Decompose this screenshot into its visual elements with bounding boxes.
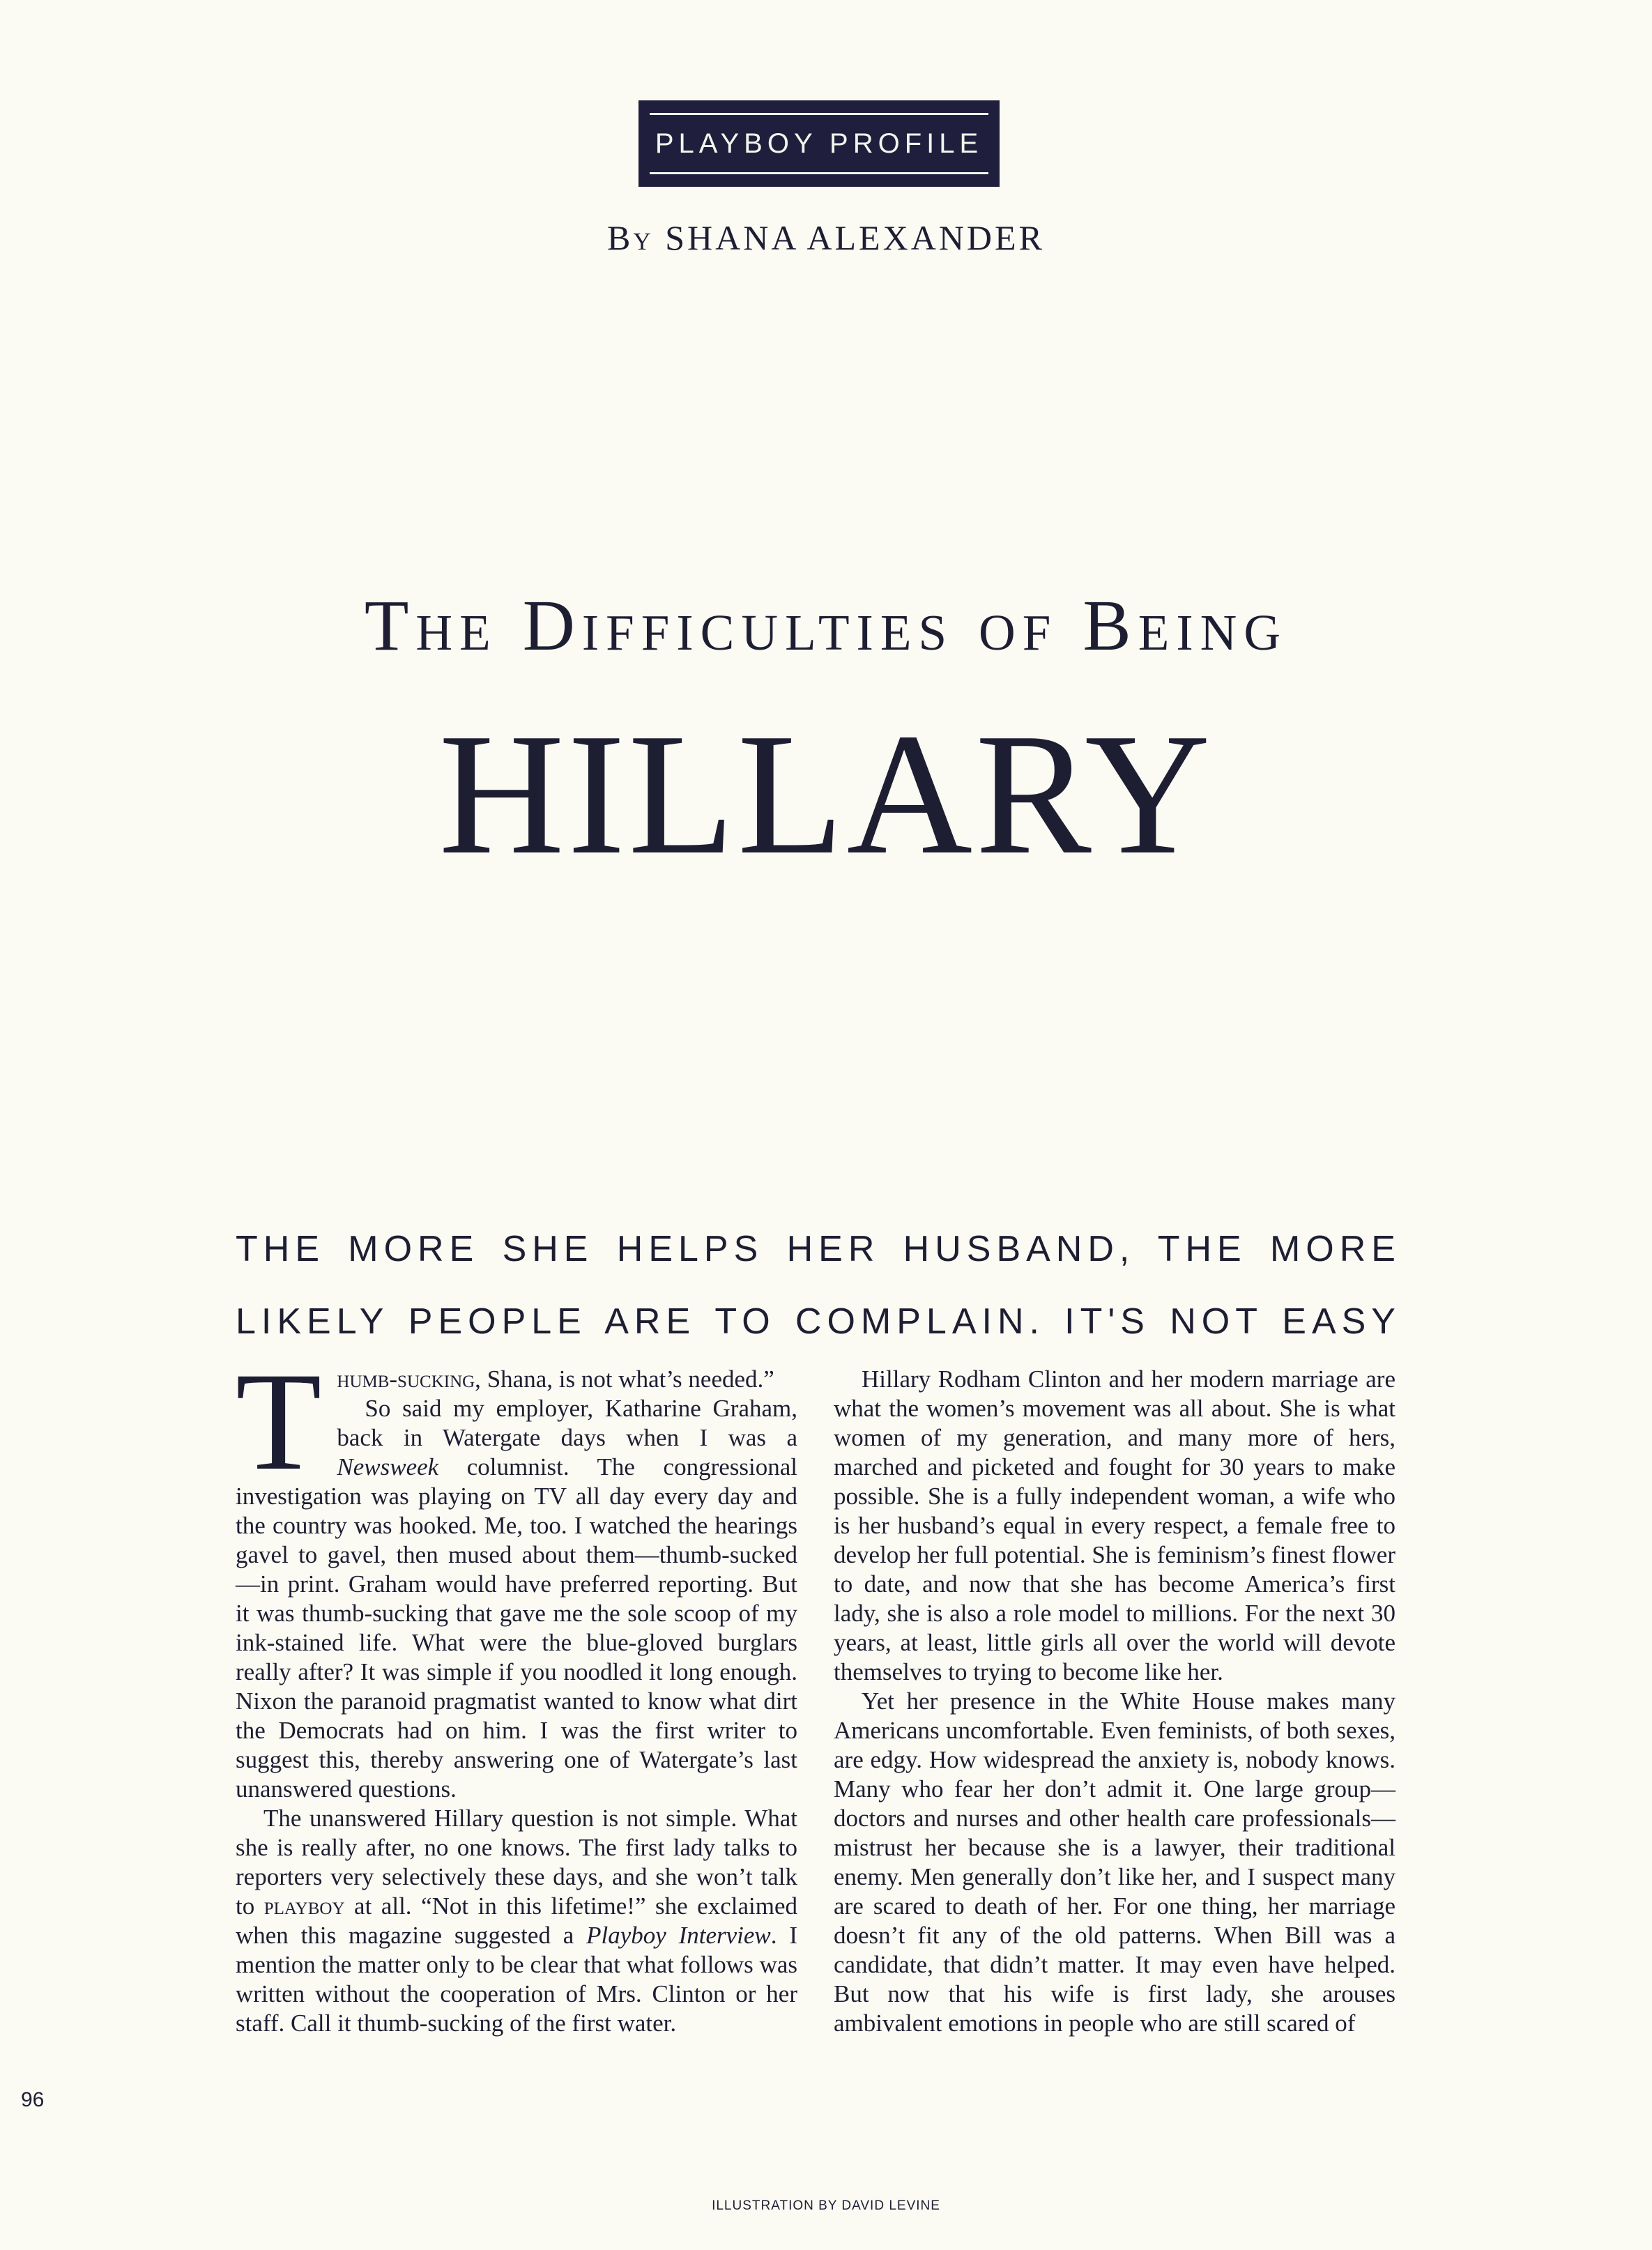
- label-rule-top: [650, 113, 988, 115]
- headline-main: HILLARY: [438, 698, 1214, 891]
- interview-name: Playboy Interview: [586, 1922, 771, 1949]
- byline: [0, 213, 1652, 262]
- section-label-box: [638, 100, 1000, 187]
- paragraph-text: Shana, is not what’s needed.”: [480, 1365, 774, 1393]
- paragraph-text: The unanswered Hillary question is not simple. What she is really after, no one knows. The first lady talks to reporters very selectively these days, and she won’t talk to: [236, 1805, 797, 1920]
- paragraph-text: So said my employer, Katharine Graham, back in Watergate days when I was a: [337, 1395, 797, 1451]
- publication-name: Newsweek: [337, 1453, 439, 1480]
- paragraph-text: columnist. The congressional investigation was playing on TV all day every day and the country was hooked. Me, too. I watched the hearings gavel to gavel, then mused about them—thumb-sucked—in print. Graham would have preferred reporting. But it was thumb-sucking that gave me the sole scoop of my ink-stained life. What were the blue-gloved burglars really after? It was simple if you noodled it long enough. Nixon the paranoid pragmatist wanted to know what dirt the Democrats had on him. I was the first writer to suggest this, thereby answering one of Watergate’s last unanswered questions.: [236, 1453, 797, 1803]
- page-number: 96: [21, 2088, 45, 2111]
- headline-kicker: The Difficulties of Being: [364, 586, 1288, 666]
- article-column-left: [236, 1343, 797, 2038]
- drop-cap: T: [236, 1343, 322, 1499]
- paragraph: Hillary Rodham Clinton and her modern marriage are what the women’s movement was all about. She is what women of my generation, and many more of hers, marched and picketed and fought for 30 years to make possible. She is a fully independent woman, a wife who is her husband’s equal in every respect, a female free to develop her full potential. She is feminism’s finest flower to date, and now that she has become America’s first lady, she is also a role model to millions. For the next 30 years, at least, little girls all over the world will devote themselves to trying to become like her.: [834, 1365, 1395, 1685]
- illustration-credit: ILLUSTRATION BY DAVID LEVINE: [712, 2198, 940, 2213]
- paragraph-text: at all. “Not in this lifetime!” she exclaimed when this magazine suggested a: [236, 1892, 797, 1949]
- paragraph: Yet her presence in the White House makes many Americans uncomfortable. Even feminists, of both sexes, are edgy. How widespread the anxiety is, nobody knows. Many who fear her don’t admit it. One large group—doctors and nurses and other health care professionals—mistrust her because she is a lawyer, their traditional enemy. Men generally don’t like her, and I suspect many are scared to death of her. For one thing, her marriage doesn’t fit any of the old patterns. When Bill was a candidate, that didn’t matter. It may even have helped. But now that his wife is first lady, she arouses ambivalent emotions in people who are still scared of: [834, 1688, 1395, 2037]
- deck-subtitle: THE MORE SHE HELPS HER HUSBAND, THE MORE LIKELY PEOPLE ARE TO COMPLAIN. IT'S NOT EASY: [236, 1229, 1401, 1342]
- opening-smallcaps: humb-sucking,: [337, 1365, 481, 1393]
- paragraph: [236, 1804, 797, 2038]
- label-rule-bottom: [650, 172, 988, 174]
- article-column-right: [834, 1365, 1395, 2038]
- section-label: PLAYBOY PROFILE: [655, 128, 984, 159]
- paragraph-text: . I mention the matter only to be clear that what follows was written without the cooperation of Mrs. Clinton or her staff. Call it thumb-sucking of the first water.: [236, 1922, 797, 2037]
- byline-prefix: By: [607, 218, 654, 257]
- magazine-name: playboy: [263, 1892, 345, 1920]
- byline-name: SHANA ALEXANDER: [665, 218, 1045, 257]
